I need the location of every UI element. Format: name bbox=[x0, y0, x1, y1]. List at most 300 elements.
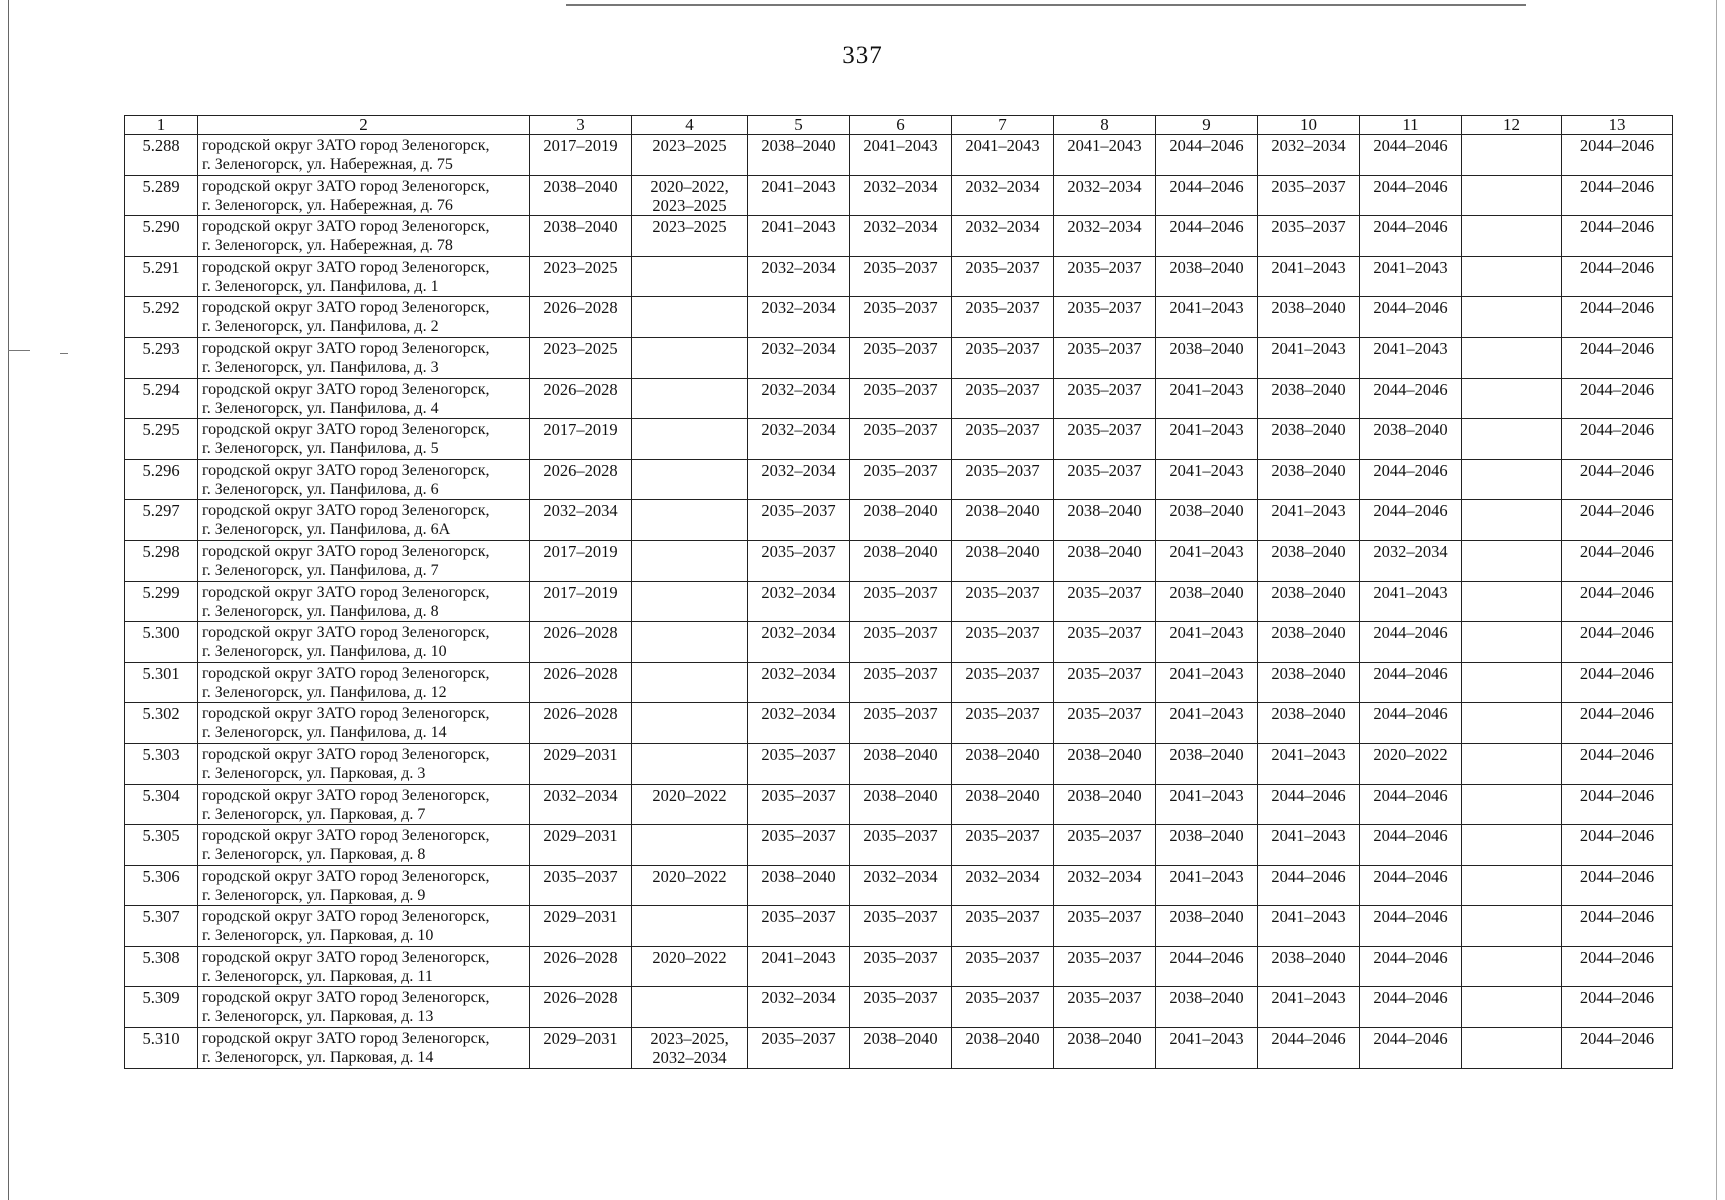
period-cell-col-3: 2029–2031 bbox=[530, 1028, 632, 1069]
period-cell-col-7: 2032–2034 bbox=[952, 865, 1054, 906]
period-cell-col-11: 2020–2022 bbox=[1360, 743, 1462, 784]
period-cell-col-9: 2044–2046 bbox=[1156, 175, 1258, 216]
period-cell-col-11: 2044–2046 bbox=[1360, 622, 1462, 663]
period-cell-col-7: 2035–2037 bbox=[952, 337, 1054, 378]
address-line-street: г. Зеленогорск, ул. Парковая, д. 3 bbox=[202, 764, 426, 782]
period-cell-col-10: 2038–2040 bbox=[1258, 703, 1360, 744]
period-cell-col-13: 2044–2046 bbox=[1562, 703, 1673, 744]
address-line-municipality: городской округ ЗАТО город Зеленогорск, bbox=[202, 948, 490, 966]
period-cell-col-12 bbox=[1462, 297, 1562, 338]
period-cell-col-4 bbox=[632, 743, 748, 784]
period-cell-col-11: 2044–2046 bbox=[1360, 987, 1462, 1028]
period-cell-col-4 bbox=[632, 419, 748, 460]
period-cell-col-10: 2044–2046 bbox=[1258, 784, 1360, 825]
table-row bbox=[125, 378, 1673, 419]
period-cell-col-11: 2041–2043 bbox=[1360, 256, 1462, 297]
period-cell-col-6: 2035–2037 bbox=[850, 662, 952, 703]
period-cell-col-10: 2038–2040 bbox=[1258, 581, 1360, 622]
address-line-street: г. Зеленогорск, ул. Парковая, д. 13 bbox=[202, 1008, 434, 1026]
period-cell-col-13: 2044–2046 bbox=[1562, 500, 1673, 541]
period-cell-col-13: 2044–2046 bbox=[1562, 662, 1673, 703]
margin-tick bbox=[60, 353, 68, 354]
row-number: 5.295 bbox=[125, 419, 198, 460]
address-cell bbox=[198, 540, 530, 581]
period-cell-col-10: 2038–2040 bbox=[1258, 297, 1360, 338]
column-number: 5 bbox=[748, 116, 850, 135]
period-cell-col-11: 2044–2046 bbox=[1360, 784, 1462, 825]
period-cell-col-4: 2020–2022 bbox=[632, 946, 748, 987]
period-cell-col-11: 2041–2043 bbox=[1360, 581, 1462, 622]
period-cell-col-7: 2035–2037 bbox=[952, 906, 1054, 947]
period-cell-col-9: 2041–2043 bbox=[1156, 703, 1258, 744]
address-line-municipality: городской округ ЗАТО город Зеленогорск, bbox=[202, 461, 490, 479]
period-cell-col-9: 2038–2040 bbox=[1156, 825, 1258, 866]
row-number: 5.307 bbox=[125, 906, 198, 947]
period-cell-col-4 bbox=[632, 256, 748, 297]
period-cell-col-13: 2044–2046 bbox=[1562, 459, 1673, 500]
period-cell-col-12 bbox=[1462, 743, 1562, 784]
period-cell-col-6: 2035–2037 bbox=[850, 459, 952, 500]
period-cell-col-4: 2020–2022, 2023–2025 bbox=[632, 175, 748, 216]
period-cell-col-7: 2038–2040 bbox=[952, 500, 1054, 541]
row-number: 5.306 bbox=[125, 865, 198, 906]
period-cell-col-8: 2035–2037 bbox=[1054, 459, 1156, 500]
period-cell-col-11: 2044–2046 bbox=[1360, 175, 1462, 216]
address-line-street: г. Зеленогорск, ул. Панфилова, д. 8 bbox=[202, 602, 439, 620]
address-cell bbox=[198, 500, 530, 541]
period-cell-col-5: 2032–2034 bbox=[748, 622, 850, 663]
period-cell-col-13: 2044–2046 bbox=[1562, 784, 1673, 825]
address-line-street: г. Зеленогорск, ул. Панфилова, д. 5 bbox=[202, 440, 439, 458]
column-number: 6 bbox=[850, 116, 952, 135]
address-line-municipality: городской округ ЗАТО город Зеленогорск, bbox=[202, 258, 490, 276]
period-cell-col-13: 2044–2046 bbox=[1562, 825, 1673, 866]
period-cell-col-11: 2044–2046 bbox=[1360, 1028, 1462, 1069]
period-cell-col-10: 2038–2040 bbox=[1258, 419, 1360, 460]
period-cell-col-5: 2032–2034 bbox=[748, 459, 850, 500]
period-cell-col-5: 2032–2034 bbox=[748, 662, 850, 703]
period-cell-col-9: 2044–2046 bbox=[1156, 216, 1258, 257]
period-cell-col-3: 2026–2028 bbox=[530, 662, 632, 703]
address-line-street: г. Зеленогорск, ул. Парковая, д. 8 bbox=[202, 846, 426, 864]
period-cell-col-9: 2044–2046 bbox=[1156, 135, 1258, 176]
period-cell-col-12 bbox=[1462, 581, 1562, 622]
table-row bbox=[125, 459, 1673, 500]
period-cell-col-10: 2032–2034 bbox=[1258, 135, 1360, 176]
period-cell-col-3: 2029–2031 bbox=[530, 825, 632, 866]
table-row bbox=[125, 703, 1673, 744]
row-number: 5.297 bbox=[125, 500, 198, 541]
address-cell bbox=[198, 987, 530, 1028]
period-cell-col-10: 2044–2046 bbox=[1258, 865, 1360, 906]
period-cell-col-4 bbox=[632, 500, 748, 541]
period-cell-col-8: 2038–2040 bbox=[1054, 540, 1156, 581]
column-number: 10 bbox=[1258, 116, 1360, 135]
period-cell-col-9: 2044–2046 bbox=[1156, 946, 1258, 987]
period-cell-col-12 bbox=[1462, 419, 1562, 460]
period-cell-col-13: 2044–2046 bbox=[1562, 297, 1673, 338]
period-cell-col-13: 2044–2046 bbox=[1562, 135, 1673, 176]
table-row bbox=[125, 256, 1673, 297]
address-cell bbox=[198, 622, 530, 663]
period-cell-col-10: 2038–2040 bbox=[1258, 378, 1360, 419]
period-cell-col-6: 2041–2043 bbox=[850, 135, 952, 176]
address-line-street: г. Зеленогорск, ул. Набережная, д. 76 bbox=[202, 196, 453, 214]
row-number: 5.298 bbox=[125, 540, 198, 581]
address-cell bbox=[198, 946, 530, 987]
address-cell bbox=[198, 865, 530, 906]
period-cell-col-5: 2032–2034 bbox=[748, 703, 850, 744]
address-line-street: г. Зеленогорск, ул. Панфилова, д. 4 bbox=[202, 399, 439, 417]
address-cell bbox=[198, 784, 530, 825]
period-cell-col-8: 2041–2043 bbox=[1054, 135, 1156, 176]
period-cell-col-12 bbox=[1462, 784, 1562, 825]
address-line-municipality: городской округ ЗАТО город Зеленогорск, bbox=[202, 827, 490, 845]
address-cell bbox=[198, 378, 530, 419]
period-cell-col-3: 2026–2028 bbox=[530, 946, 632, 987]
address-line-municipality: городской округ ЗАТО город Зеленогорск, bbox=[202, 218, 490, 236]
column-number: 8 bbox=[1054, 116, 1156, 135]
period-cell-col-6: 2038–2040 bbox=[850, 500, 952, 541]
table-row bbox=[125, 1028, 1673, 1069]
period-cell-col-9: 2038–2040 bbox=[1156, 987, 1258, 1028]
column-number: 1 bbox=[125, 116, 198, 135]
column-number: 13 bbox=[1562, 116, 1673, 135]
period-cell-col-13: 2044–2046 bbox=[1562, 175, 1673, 216]
period-cell-col-11: 2044–2046 bbox=[1360, 500, 1462, 541]
period-cell-col-6: 2038–2040 bbox=[850, 540, 952, 581]
table-row bbox=[125, 743, 1673, 784]
period-cell-col-6: 2035–2037 bbox=[850, 256, 952, 297]
address-cell bbox=[198, 216, 530, 257]
period-cell-col-12 bbox=[1462, 662, 1562, 703]
address-line-street: г. Зеленогорск, ул. Парковая, д. 9 bbox=[202, 886, 426, 904]
period-cell-col-7: 2041–2043 bbox=[952, 135, 1054, 176]
address-line-municipality: городской округ ЗАТО город Зеленогорск, bbox=[202, 380, 490, 398]
period-cell-col-4: 2023–2025, 2032–2034 bbox=[632, 1028, 748, 1069]
period-cell-col-5: 2038–2040 bbox=[748, 135, 850, 176]
period-cell-col-8: 2035–2037 bbox=[1054, 337, 1156, 378]
address-cell bbox=[198, 743, 530, 784]
period-cell-col-5: 2032–2034 bbox=[748, 256, 850, 297]
period-cell-col-13: 2044–2046 bbox=[1562, 540, 1673, 581]
row-number: 5.293 bbox=[125, 337, 198, 378]
address-line-municipality: городской округ ЗАТО город Зеленогорск, bbox=[202, 745, 490, 763]
address-line-street: г. Зеленогорск, ул. Парковая, д. 10 bbox=[202, 927, 434, 945]
address-line-street: г. Зеленогорск, ул. Панфилова, д. 1 bbox=[202, 277, 439, 295]
table-row bbox=[125, 662, 1673, 703]
address-line-municipality: городской округ ЗАТО город Зеленогорск, bbox=[202, 908, 490, 926]
period-cell-col-9: 2041–2043 bbox=[1156, 784, 1258, 825]
period-cell-col-12 bbox=[1462, 459, 1562, 500]
row-number: 5.289 bbox=[125, 175, 198, 216]
period-cell-col-4 bbox=[632, 662, 748, 703]
period-cell-col-3: 2026–2028 bbox=[530, 378, 632, 419]
period-cell-col-7: 2035–2037 bbox=[952, 662, 1054, 703]
period-cell-col-6: 2035–2037 bbox=[850, 419, 952, 460]
row-number: 5.294 bbox=[125, 378, 198, 419]
period-cell-col-11: 2044–2046 bbox=[1360, 216, 1462, 257]
address-cell bbox=[198, 297, 530, 338]
period-cell-col-9: 2038–2040 bbox=[1156, 743, 1258, 784]
table-row bbox=[125, 622, 1673, 663]
period-cell-col-12 bbox=[1462, 378, 1562, 419]
period-cell-col-4 bbox=[632, 297, 748, 338]
address-line-street: г. Зеленогорск, ул. Парковая, д. 7 bbox=[202, 805, 426, 823]
table-row bbox=[125, 581, 1673, 622]
period-cell-col-3: 2026–2028 bbox=[530, 987, 632, 1028]
period-cell-col-8: 2035–2037 bbox=[1054, 378, 1156, 419]
period-cell-col-5: 2035–2037 bbox=[748, 500, 850, 541]
period-cell-col-9: 2041–2043 bbox=[1156, 1028, 1258, 1069]
period-cell-col-5: 2041–2043 bbox=[748, 216, 850, 257]
period-cell-col-11: 2044–2046 bbox=[1360, 297, 1462, 338]
period-cell-col-5: 2041–2043 bbox=[748, 175, 850, 216]
table-row bbox=[125, 419, 1673, 460]
table-row bbox=[125, 500, 1673, 541]
period-cell-col-11: 2044–2046 bbox=[1360, 135, 1462, 176]
column-number: 7 bbox=[952, 116, 1054, 135]
period-cell-col-13: 2044–2046 bbox=[1562, 419, 1673, 460]
row-number: 5.300 bbox=[125, 622, 198, 663]
period-cell-col-10: 2041–2043 bbox=[1258, 906, 1360, 947]
address-line-municipality: городской округ ЗАТО город Зеленогорск, bbox=[202, 542, 490, 560]
period-cell-col-8: 2035–2037 bbox=[1054, 256, 1156, 297]
period-cell-col-4 bbox=[632, 459, 748, 500]
period-cell-col-12 bbox=[1462, 500, 1562, 541]
period-cell-col-4 bbox=[632, 581, 748, 622]
row-number: 5.308 bbox=[125, 946, 198, 987]
period-cell-col-6: 2032–2034 bbox=[850, 865, 952, 906]
period-cell-col-7: 2035–2037 bbox=[952, 459, 1054, 500]
address-cell bbox=[198, 459, 530, 500]
table-body bbox=[125, 135, 1673, 1069]
period-cell-col-5: 2032–2034 bbox=[748, 378, 850, 419]
column-number: 9 bbox=[1156, 116, 1258, 135]
period-cell-col-7: 2032–2034 bbox=[952, 216, 1054, 257]
period-cell-col-3: 2026–2028 bbox=[530, 622, 632, 663]
period-cell-col-5: 2035–2037 bbox=[748, 784, 850, 825]
period-cell-col-9: 2038–2040 bbox=[1156, 581, 1258, 622]
period-cell-col-7: 2038–2040 bbox=[952, 1028, 1054, 1069]
period-cell-col-11: 2044–2046 bbox=[1360, 906, 1462, 947]
period-cell-col-10: 2041–2043 bbox=[1258, 987, 1360, 1028]
period-cell-col-8: 2035–2037 bbox=[1054, 662, 1156, 703]
address-cell bbox=[198, 1028, 530, 1069]
period-cell-col-6: 2035–2037 bbox=[850, 297, 952, 338]
period-cell-col-10: 2041–2043 bbox=[1258, 337, 1360, 378]
period-cell-col-11: 2044–2046 bbox=[1360, 865, 1462, 906]
period-cell-col-3: 2038–2040 bbox=[530, 175, 632, 216]
period-cell-col-6: 2035–2037 bbox=[850, 906, 952, 947]
table-row bbox=[125, 540, 1673, 581]
column-number-row bbox=[125, 116, 1673, 135]
address-cell bbox=[198, 825, 530, 866]
period-cell-col-12 bbox=[1462, 946, 1562, 987]
period-cell-col-5: 2032–2034 bbox=[748, 297, 850, 338]
period-cell-col-4: 2023–2025 bbox=[632, 216, 748, 257]
period-cell-col-3: 2038–2040 bbox=[530, 216, 632, 257]
period-cell-col-9: 2041–2043 bbox=[1156, 622, 1258, 663]
period-cell-col-12 bbox=[1462, 135, 1562, 176]
period-cell-col-7: 2035–2037 bbox=[952, 946, 1054, 987]
period-cell-col-12 bbox=[1462, 987, 1562, 1028]
address-line-street: г. Зеленогорск, ул. Парковая, д. 11 bbox=[202, 967, 433, 985]
scan-right-edge bbox=[1716, 0, 1717, 1200]
row-number: 5.291 bbox=[125, 256, 198, 297]
period-cell-col-4: 2020–2022 bbox=[632, 865, 748, 906]
table-row bbox=[125, 946, 1673, 987]
table-row bbox=[125, 135, 1673, 176]
row-number: 5.301 bbox=[125, 662, 198, 703]
period-cell-col-12 bbox=[1462, 216, 1562, 257]
address-cell bbox=[198, 337, 530, 378]
page-number: 337 bbox=[842, 42, 883, 69]
period-cell-col-5: 2038–2040 bbox=[748, 865, 850, 906]
period-cell-col-5: 2032–2034 bbox=[748, 581, 850, 622]
address-cell bbox=[198, 135, 530, 176]
address-line-municipality: городской округ ЗАТО город Зеленогорск, bbox=[202, 867, 490, 885]
row-number: 5.299 bbox=[125, 581, 198, 622]
period-cell-col-9: 2041–2043 bbox=[1156, 540, 1258, 581]
period-cell-col-13: 2044–2046 bbox=[1562, 216, 1673, 257]
margin-tick bbox=[8, 350, 30, 351]
address-line-municipality: городской округ ЗАТО город Зеленогорск, bbox=[202, 421, 490, 439]
row-number: 5.290 bbox=[125, 216, 198, 257]
period-cell-col-3: 2026–2028 bbox=[530, 297, 632, 338]
period-cell-col-10: 2041–2043 bbox=[1258, 825, 1360, 866]
table-row bbox=[125, 175, 1673, 216]
period-cell-col-8: 2038–2040 bbox=[1054, 500, 1156, 541]
period-cell-col-8: 2035–2037 bbox=[1054, 297, 1156, 338]
period-cell-col-4 bbox=[632, 378, 748, 419]
period-cell-col-10: 2038–2040 bbox=[1258, 459, 1360, 500]
address-line-street: г. Зеленогорск, ул. Панфилова, д. 6 bbox=[202, 480, 439, 498]
period-cell-col-9: 2041–2043 bbox=[1156, 378, 1258, 419]
period-cell-col-6: 2035–2037 bbox=[850, 987, 952, 1028]
period-cell-col-6: 2035–2037 bbox=[850, 581, 952, 622]
address-line-municipality: городской округ ЗАТО город Зеленогорск, bbox=[202, 624, 490, 642]
period-cell-col-4 bbox=[632, 703, 748, 744]
period-cell-col-3: 2017–2019 bbox=[530, 419, 632, 460]
period-cell-col-5: 2041–2043 bbox=[748, 946, 850, 987]
period-cell-col-8: 2032–2034 bbox=[1054, 216, 1156, 257]
table-row bbox=[125, 865, 1673, 906]
period-cell-col-6: 2035–2037 bbox=[850, 825, 952, 866]
period-cell-col-10: 2035–2037 bbox=[1258, 175, 1360, 216]
period-cell-col-9: 2038–2040 bbox=[1156, 500, 1258, 541]
period-cell-col-10: 2044–2046 bbox=[1258, 1028, 1360, 1069]
period-cell-col-3: 2029–2031 bbox=[530, 743, 632, 784]
period-cell-col-12 bbox=[1462, 540, 1562, 581]
row-number: 5.305 bbox=[125, 825, 198, 866]
address-line-street: г. Зеленогорск, ул. Панфилова, д. 2 bbox=[202, 318, 439, 336]
period-cell-col-3: 2035–2037 bbox=[530, 865, 632, 906]
period-cell-col-12 bbox=[1462, 1028, 1562, 1069]
period-cell-col-12 bbox=[1462, 622, 1562, 663]
period-cell-col-9: 2038–2040 bbox=[1156, 906, 1258, 947]
period-cell-col-10: 2041–2043 bbox=[1258, 256, 1360, 297]
period-cell-col-13: 2044–2046 bbox=[1562, 946, 1673, 987]
period-cell-col-13: 2044–2046 bbox=[1562, 378, 1673, 419]
period-cell-col-8: 2038–2040 bbox=[1054, 743, 1156, 784]
address-line-municipality: городской округ ЗАТО город Зеленогорск, bbox=[202, 786, 490, 804]
period-cell-col-13: 2044–2046 bbox=[1562, 865, 1673, 906]
table-row bbox=[125, 297, 1673, 338]
address-line-municipality: городской округ ЗАТО город Зеленогорск, bbox=[202, 137, 490, 154]
period-cell-col-9: 2041–2043 bbox=[1156, 865, 1258, 906]
period-cell-col-10: 2038–2040 bbox=[1258, 946, 1360, 987]
period-cell-col-3: 2017–2019 bbox=[530, 581, 632, 622]
period-cell-col-8: 2035–2037 bbox=[1054, 987, 1156, 1028]
period-cell-col-9: 2041–2043 bbox=[1156, 459, 1258, 500]
column-number: 12 bbox=[1462, 116, 1562, 135]
column-number: 11 bbox=[1360, 116, 1462, 135]
period-cell-col-3: 2032–2034 bbox=[530, 500, 632, 541]
address-cell bbox=[198, 906, 530, 947]
period-cell-col-8: 2035–2037 bbox=[1054, 906, 1156, 947]
period-cell-col-3: 2026–2028 bbox=[530, 459, 632, 500]
period-cell-col-6: 2035–2037 bbox=[850, 703, 952, 744]
schedule-table bbox=[124, 115, 1673, 1069]
address-cell bbox=[198, 175, 530, 216]
table-row bbox=[125, 987, 1673, 1028]
period-cell-col-5: 2035–2037 bbox=[748, 1028, 850, 1069]
period-cell-col-9: 2041–2043 bbox=[1156, 662, 1258, 703]
address-cell bbox=[198, 256, 530, 297]
period-cell-col-3: 2017–2019 bbox=[530, 135, 632, 176]
period-cell-col-4: 2023–2025 bbox=[632, 135, 748, 176]
period-cell-col-7: 2032–2034 bbox=[952, 175, 1054, 216]
period-cell-col-8: 2038–2040 bbox=[1054, 1028, 1156, 1069]
address-cell bbox=[198, 662, 530, 703]
period-cell-col-13: 2044–2046 bbox=[1562, 622, 1673, 663]
table-row bbox=[125, 825, 1673, 866]
period-cell-col-3: 2026–2028 bbox=[530, 703, 632, 744]
period-cell-col-10: 2038–2040 bbox=[1258, 540, 1360, 581]
period-cell-col-5: 2035–2037 bbox=[748, 743, 850, 784]
row-number: 5.288 bbox=[125, 135, 198, 176]
row-number: 5.309 bbox=[125, 987, 198, 1028]
period-cell-col-5: 2035–2037 bbox=[748, 825, 850, 866]
period-cell-col-6: 2032–2034 bbox=[850, 216, 952, 257]
address-line-municipality: городской округ ЗАТО город Зеленогорск, bbox=[202, 583, 490, 601]
period-cell-col-8: 2035–2037 bbox=[1054, 581, 1156, 622]
address-cell bbox=[198, 419, 530, 460]
column-number: 3 bbox=[530, 116, 632, 135]
period-cell-col-6: 2035–2037 bbox=[850, 378, 952, 419]
top-rule bbox=[566, 4, 1526, 6]
period-cell-col-4: 2020–2022 bbox=[632, 784, 748, 825]
period-cell-col-6: 2035–2037 bbox=[850, 622, 952, 663]
address-line-municipality: городской округ ЗАТО город Зеленогорск, bbox=[202, 989, 490, 1007]
column-number: 2 bbox=[198, 116, 530, 135]
address-line-street: г. Зеленогорск, ул. Панфилова, д. 7 bbox=[202, 561, 439, 579]
period-cell-col-7: 2038–2040 bbox=[952, 743, 1054, 784]
period-cell-col-11: 2044–2046 bbox=[1360, 825, 1462, 866]
address-line-street: г. Зеленогорск, ул. Панфилова, д. 12 bbox=[202, 683, 447, 701]
period-cell-col-12 bbox=[1462, 906, 1562, 947]
period-cell-col-7: 2035–2037 bbox=[952, 622, 1054, 663]
scan-left-edge bbox=[8, 0, 9, 1200]
period-cell-col-7: 2035–2037 bbox=[952, 581, 1054, 622]
table-row bbox=[125, 216, 1673, 257]
table-row bbox=[125, 906, 1673, 947]
period-cell-col-11: 2041–2043 bbox=[1360, 337, 1462, 378]
address-line-street: г. Зеленогорск, ул. Панфилова, д. 6А bbox=[202, 521, 451, 539]
period-cell-col-8: 2035–2037 bbox=[1054, 622, 1156, 663]
period-cell-col-12 bbox=[1462, 175, 1562, 216]
